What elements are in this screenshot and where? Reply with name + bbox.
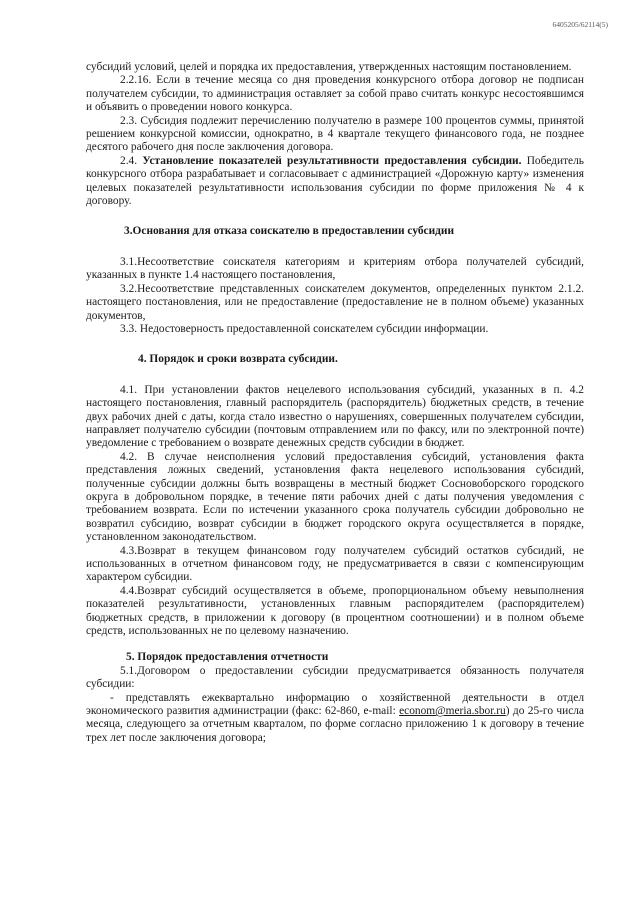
paragraph-4-1: 4.1. При установлении фактов нецелевого использования субсидий, указанных в п. 4.2 настоящего постановления, главный распорядитель (распорядитель) бюджетных средств, в течение двух рабочих дней с даты, когда стало известно о нарушениях, совершенных получателем субсидии, направляет получателю субсидии (почтовым отправлением или по факсу, или по электронной почте) уведомление с требованием о возврате денежных средств субсидии в бюджет. [86, 383, 584, 450]
paragraph-5-1: 5.1.Договором о предоставлении субсидии предусматривается обязанность получателя субсидии: [86, 664, 584, 691]
paragraph-2-4-number: 2.4. [120, 154, 138, 167]
paragraph-2-4-text: Победитель конкурсного отбора разрабатывает и согласовывает с администрацией «Дорожную карту» изменения целевых показателей результативности использования субсидии по форме приложения № 4 к договору. [86, 154, 584, 208]
section-5-heading: 5. Порядок предоставления отчетности [126, 651, 329, 664]
email-link[interactable]: econom@meria.sbor.ru [399, 705, 506, 718]
document-body [86, 61, 584, 745]
paragraph-2-4-heading: Установление показателей результативности предоставления субсидии. [142, 154, 522, 167]
paragraph-3-3: 3.3. Недостоверность предоставленной соискателем субсидии информации. [120, 322, 489, 335]
paragraph-3-1: 3.1.Несоответствие соискателя категориям и критериям отбора получателей субсидий, указанных в пункте 1.4 настоящего постановления, [86, 255, 584, 282]
section-3-heading: 3.Основания для отказа соискателю в предоставлении субсидии [124, 225, 455, 238]
paragraph-5-1-item-end: ) до 25-го числа месяца, следующего за отчетным кварталом, по форме согласно приложению 1 к договору в течение трех лет после заключения договора; [86, 705, 584, 744]
paragraph-3-2: 3.2.Несоответствие представленных соискателем документов, определенных пунктом 2.1.2. настоящего постановления, или не предоставление (предоставление не в полном объеме) указанных документов, [86, 282, 584, 322]
paragraph-2-2-16: 2.2.16. Если в течение месяца со дня проведения конкурсного отбора договор не подписан получателем субсидии, то администрация оставляет за собой право считать конкурс несостоявшимся и объявить о проведении нового конкурса. [86, 74, 584, 114]
paragraph-2-3: 2.3. Субсидия подлежит перечислению получателю в размере 100 процентов суммы, принятой решением конкурсной комиссии, однократно, в 4 квартале текущего финансового года, не позднее десятого рабочего дня после заключения договора. [86, 114, 584, 154]
section-4-heading: 4. Порядок и сроки возврата субсидии. [138, 353, 338, 366]
paragraph-5-1-item [86, 692, 584, 746]
document-id: 6405205/62114(5) [552, 20, 608, 29]
paragraph-4-2: 4.2. В случае неисполнения условий предоставления субсидий, установления факта представления ложных сведений, установления факта нецелевого использования субсидий, полученные субсидии должны быть возвращены в местный бюджет Сосновоборского городского округа в добровольном порядке, в течение пяти рабочих дней с даты получения уведомления с требованием возврата. Если по истечении указанного срока получатель субсидии добровольно не возвратил субсидию, возврат субсидии в бюджет городского округа осуществляется в порядке, установленном законодательством. [86, 450, 584, 544]
paragraph-continuation: субсидий условий, целей и порядка их предоставления, утвержденных настоящим постановлением. [86, 61, 572, 73]
paragraph-2-4 [86, 155, 584, 209]
paragraph-5-1-item-start: - представлять ежеквартально информацию о хозяйственной деятельности в отдел экономического развития администрации (факс: 62-860, e-mail: [86, 691, 584, 718]
paragraph-4-3: 4.3.Возврат в текущем финансовом году получателем субсидий остатков субсидий, не использованных в отчетном финансовом году, не предусматривается в связи с компенсирующим характером субсидии. [86, 544, 584, 584]
paragraph-4-4: 4.4.Возврат субсидий осуществляется в объеме, пропорциональном объему невыполнения показателей результативности, установленных главным распорядителем (распорядителем) бюджетных средств, в приложении к договору (в процентном соотношении) и в полном объеме средств, использованных не по целевому назначению. [86, 584, 584, 638]
